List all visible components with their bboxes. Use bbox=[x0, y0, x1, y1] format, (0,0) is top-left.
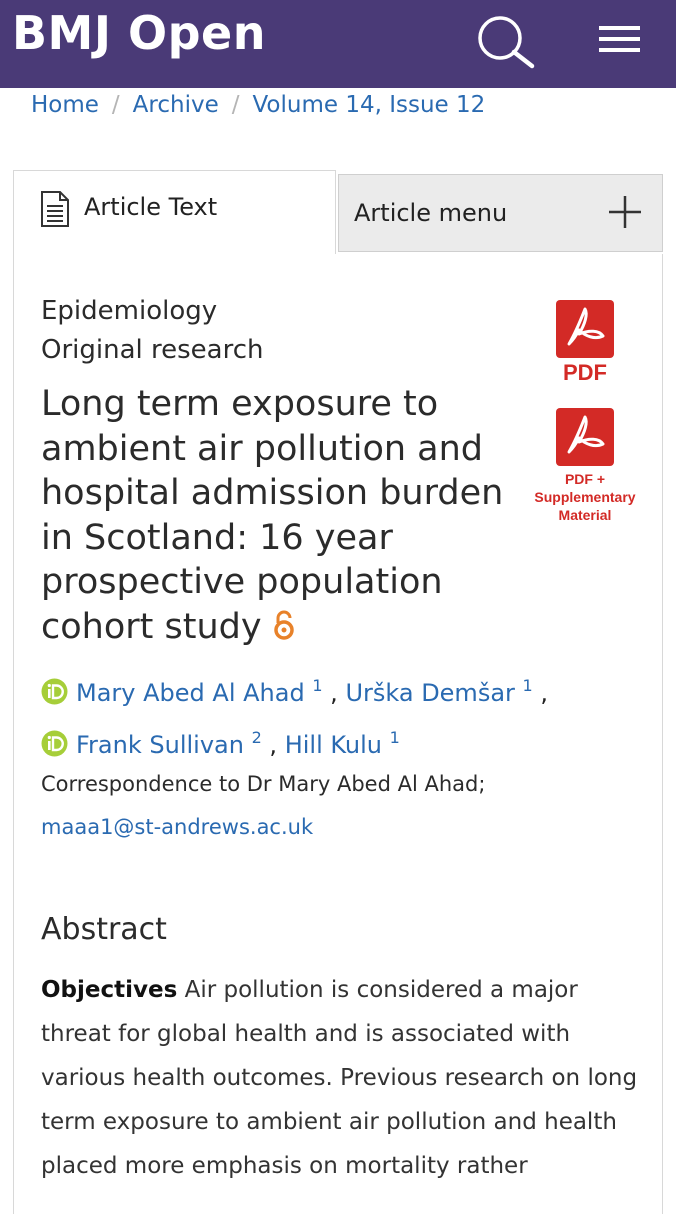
tab-article-text-label: Article Text bbox=[84, 193, 218, 221]
plus-icon bbox=[607, 194, 643, 230]
orcid-icon[interactable] bbox=[41, 730, 68, 763]
affiliation-marker[interactable]: 1 bbox=[389, 728, 400, 747]
search-button[interactable] bbox=[470, 8, 542, 72]
hamburger-menu-icon bbox=[590, 14, 650, 64]
breadcrumb-home[interactable]: Home bbox=[31, 92, 99, 118]
article-subject[interactable]: Epidemiology bbox=[41, 296, 218, 326]
article-title-text: Long term exposure to ambient air pollution and hospital admission burden in Scotland: 16 year prospective population cohort study bbox=[41, 384, 504, 647]
article-title bbox=[41, 382, 531, 651]
pdf-label: PDF bbox=[563, 360, 607, 385]
search-icon bbox=[470, 8, 542, 72]
site-header bbox=[0, 0, 676, 88]
author-separator: , bbox=[269, 731, 278, 759]
author-link[interactable]: Hill Kulu bbox=[284, 731, 383, 759]
correspondence-text: Correspondence to Dr Mary Abed Al Ahad; bbox=[41, 772, 486, 796]
pdf-supp-line-2: Supplementary bbox=[534, 489, 636, 505]
affiliation-marker[interactable]: 1 bbox=[312, 676, 323, 695]
breadcrumb-separator: / bbox=[111, 92, 120, 118]
objectives-label: Objectives bbox=[41, 977, 178, 1003]
bmj-open-logo[interactable]: BMJ Open bbox=[12, 6, 266, 60]
main-menu-button[interactable] bbox=[590, 14, 650, 64]
breadcrumb-archive[interactable]: Archive bbox=[132, 92, 219, 118]
breadcrumb-separator: / bbox=[231, 92, 240, 118]
affiliation-marker[interactable]: 2 bbox=[251, 728, 262, 747]
correspondence-email-link[interactable]: maaa1@st-andrews.ac.uk bbox=[41, 815, 314, 839]
author-separator: , bbox=[540, 679, 548, 707]
affiliation-marker[interactable]: 1 bbox=[522, 676, 533, 695]
open-access-icon bbox=[272, 607, 296, 652]
breadcrumb bbox=[31, 92, 485, 122]
pdf-supplementary-label bbox=[520, 470, 650, 524]
author-separator: , bbox=[330, 679, 338, 707]
article-type: Original research bbox=[41, 335, 264, 365]
author-link[interactable]: Urška Demšar bbox=[345, 679, 515, 707]
pdf-download-button[interactable] bbox=[552, 300, 618, 386]
author-link[interactable]: Frank Sullivan bbox=[76, 731, 244, 759]
author-list-line-2 bbox=[41, 728, 400, 763]
tab-article-menu-label: Article menu bbox=[354, 199, 508, 227]
pdf-file-icon bbox=[555, 300, 615, 358]
pdf-file-icon bbox=[555, 408, 615, 466]
abstract-heading: Abstract bbox=[41, 912, 167, 947]
document-icon bbox=[40, 191, 70, 227]
abstract-objectives bbox=[41, 968, 641, 1188]
author-list-line-1 bbox=[41, 676, 548, 711]
orcid-icon[interactable] bbox=[41, 678, 68, 711]
objectives-text: Air pollution is considered a major threat for global health and is associated with various health outcomes. Previous research on long term exposure to ambient air pollution and health placed more emphasis on mortality rather bbox=[41, 977, 638, 1179]
pdf-supplementary-button[interactable] bbox=[520, 408, 650, 524]
tab-article-menu[interactable] bbox=[338, 174, 663, 252]
pdf-supp-line-1: PDF + bbox=[564, 471, 606, 487]
author-link[interactable]: Mary Abed Al Ahad bbox=[76, 679, 305, 707]
tab-article-text[interactable] bbox=[13, 170, 336, 254]
pdf-supp-line-3: Material bbox=[558, 507, 612, 523]
breadcrumb-issue[interactable]: Volume 14, Issue 12 bbox=[252, 92, 486, 118]
